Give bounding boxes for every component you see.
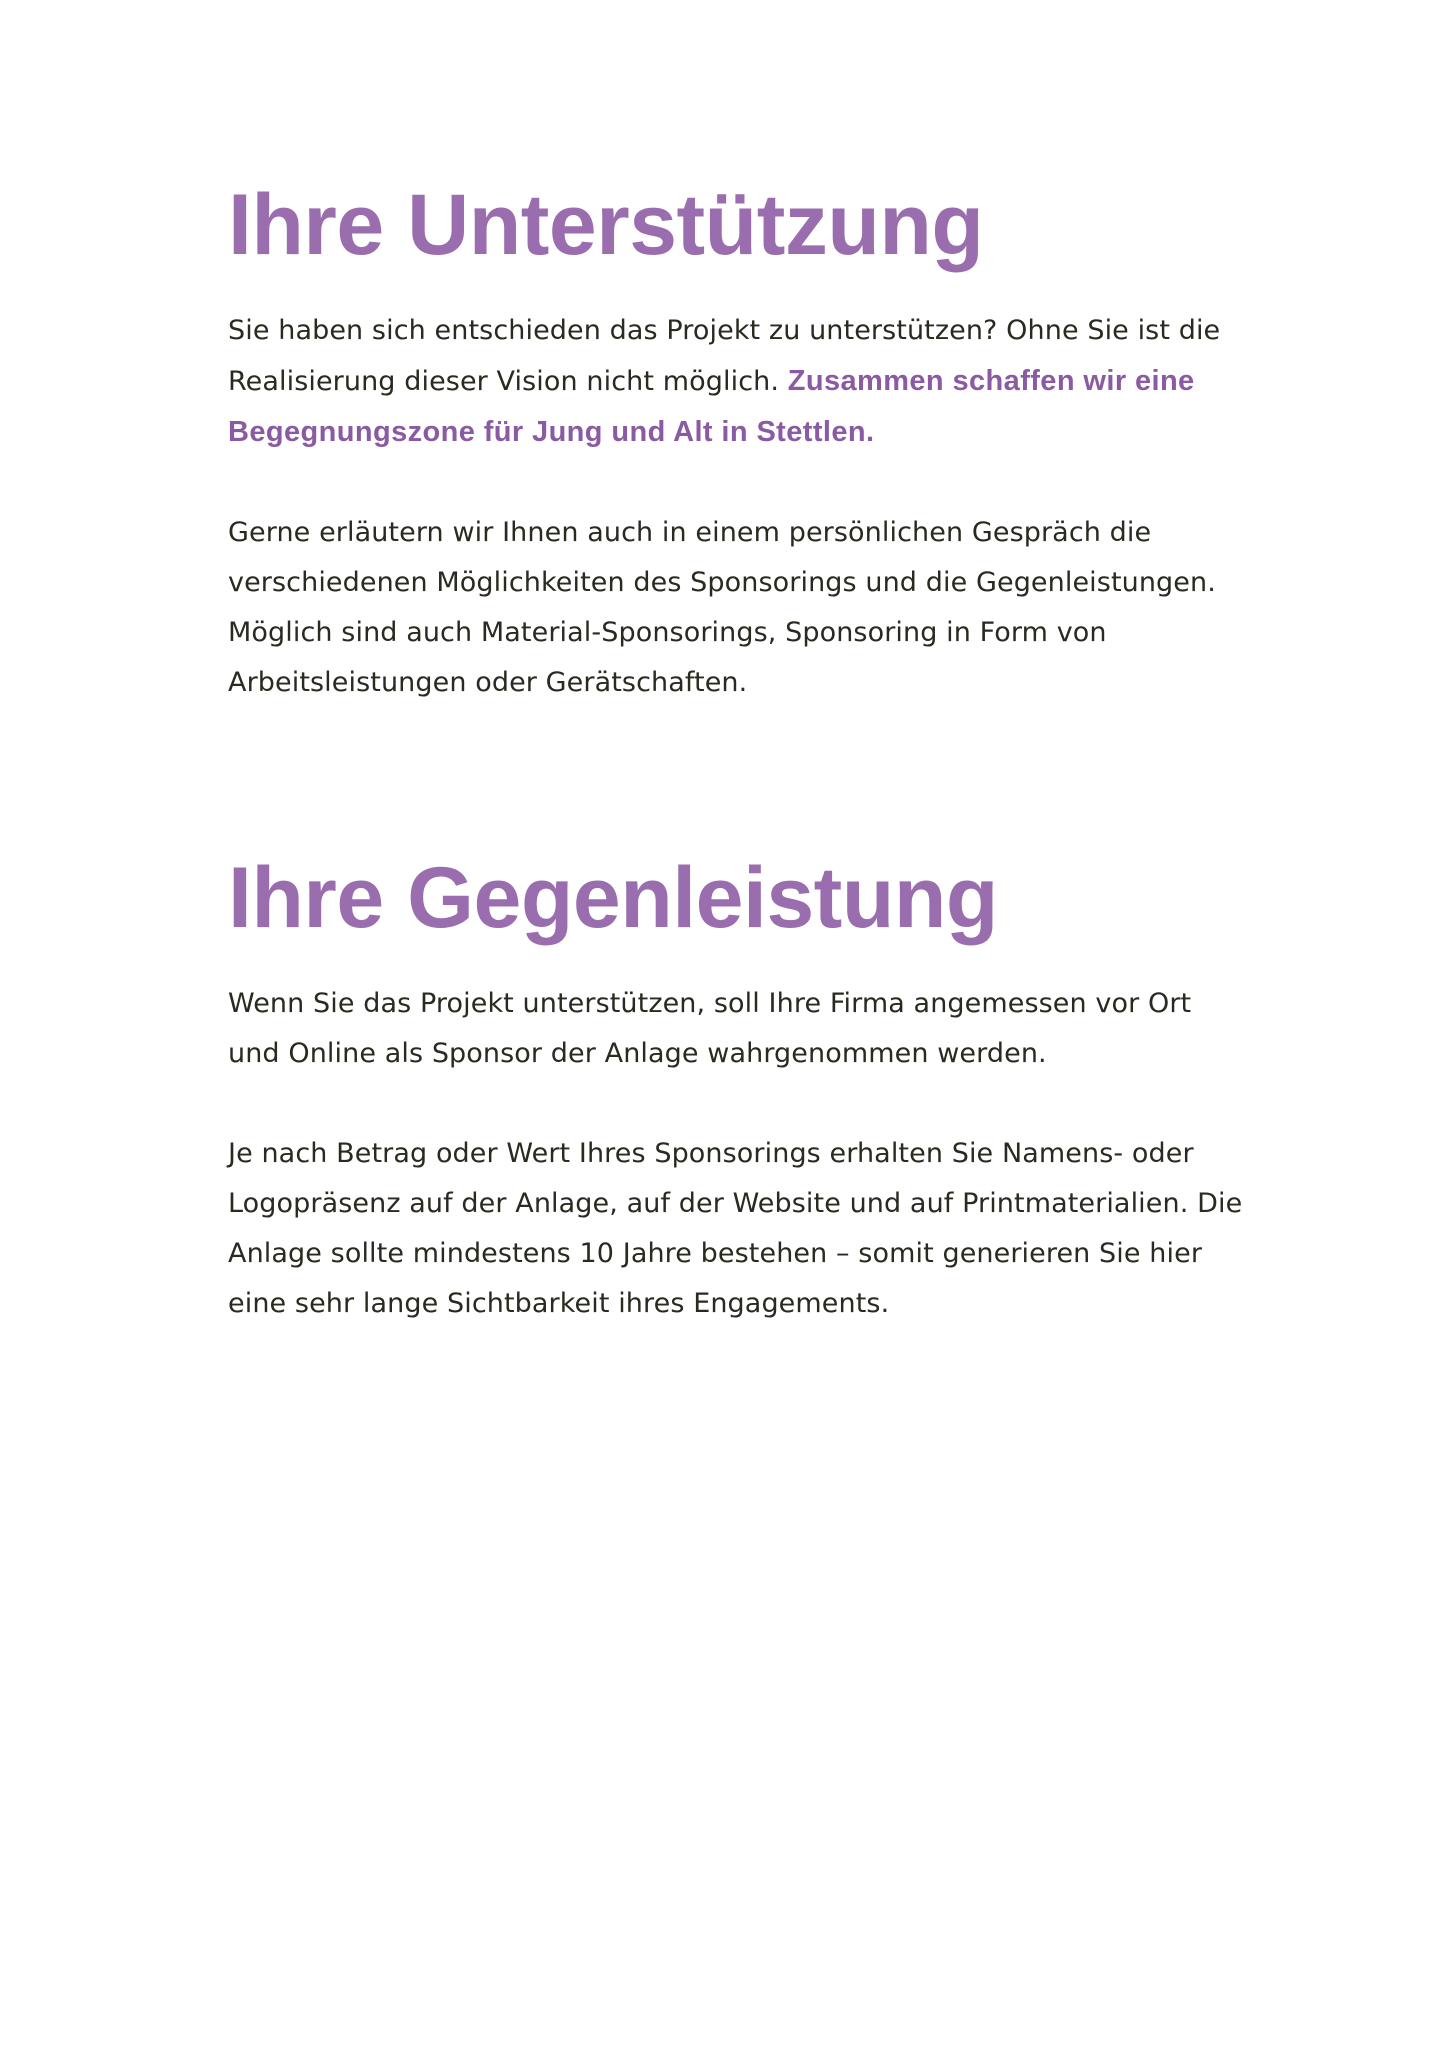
paragraph-sponsoring-options: Gerne erläutern wir Ihnen auch in einem persönlichen Gespräch die verschiedenen Möglichkeiten des Sponsorings und die Gegenleistungen. Möglich sind auch Material-Sponsorings, Sponsoring in Form von Arbeitsleistungen oder Gerätschaften.: [228, 517, 1216, 698]
paragraph-support-intro-text: Sie haben sich entschieden das Projekt zu unterstützen? Ohne Sie ist die Realisierung dieser Vision nicht möglich.: [228, 315, 1221, 397]
paragraph-logo-presence: Je nach Betrag oder Wert Ihres Sponsorings erhalten Sie Namens- oder Logopräsenz auf der Anlage, auf der Website und auf Printmaterialien. Die Anlage sollte mindestens 10 Jahre bestehen – somit generieren Sie hier eine sehr lange Sichtbarkeit ihres Engagements.: [228, 1138, 1243, 1319]
highlight-begegnungszone: Zusammen schaffen wir eine Begegnungszone für Jung und Alt in Stettlen.: [228, 365, 1195, 448]
heading-ihre-unterstuetzung: Ihre Unterstützung: [228, 177, 984, 273]
paragraph-company-visibility: Wenn Sie das Projekt unterstützen, soll Ihre Firma angemessen vor Ort und Online als Sponsor der Anlage wahrgenommen werden.: [228, 988, 1192, 1069]
page-content: [228, 170, 1248, 1329]
paragraph-support-intro: [228, 306, 1248, 458]
heading-ihre-gegenleistung: Ihre Gegenleistung: [228, 850, 998, 946]
